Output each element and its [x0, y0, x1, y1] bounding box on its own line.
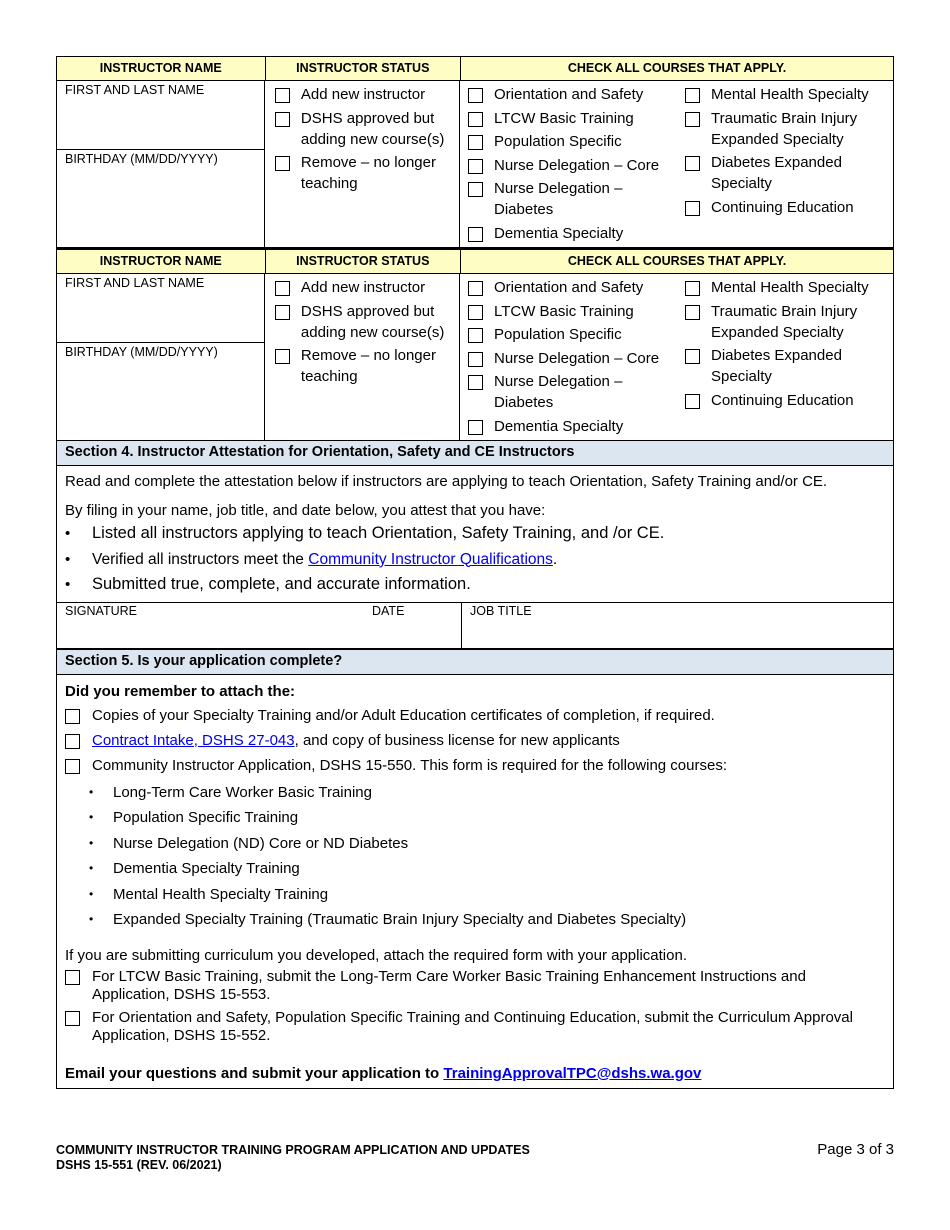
signature-label: SIGNATURE — [65, 603, 137, 618]
email-link[interactable]: TrainingApprovalTPC@dshs.wa.gov — [443, 1064, 702, 1082]
page-number: Page 3 of 3 — [817, 1141, 894, 1158]
email-line: Email your questions and submit your application to TrainingApprovalTPC@dshs.wa.gov — [65, 1064, 702, 1082]
course-option: Traumatic Brain Injury Expanded Specialty — [685, 301, 885, 343]
checkbox[interactable] — [468, 420, 483, 435]
section-5 — [56, 649, 894, 1089]
checkbox[interactable] — [275, 156, 290, 171]
course-option: Population Specific — [468, 324, 685, 345]
instructor-status-header: INSTRUCTOR STATUS — [266, 250, 462, 273]
checkbox[interactable] — [65, 734, 80, 749]
name-field[interactable] — [57, 274, 265, 440]
course-option: Nurse Delegation – Diabetes — [468, 178, 685, 220]
course-option: Orientation and Safety — [468, 84, 685, 105]
bullet-icon: • — [65, 550, 71, 568]
checkbox[interactable] — [685, 156, 700, 171]
bullet-item: • Verified all instructors meet the Community Instructor Qualifications. — [65, 547, 885, 573]
instructor-header — [57, 57, 893, 81]
instructor-block — [56, 56, 894, 248]
bullet-icon: • — [89, 912, 94, 926]
instructor-header — [57, 250, 893, 274]
status-remove: Remove – no longer teaching — [275, 152, 449, 194]
course-bullet: • Long-Term Care Worker Basic Training — [65, 780, 885, 806]
status-adding-course: DSHS approved but adding new course(s) — [275, 301, 449, 343]
course-bullet: • Dementia Specialty Training — [65, 856, 885, 882]
form-title: COMMUNITY INSTRUCTOR TRAINING PROGRAM APPLICATION AND UPDATES — [56, 1143, 530, 1157]
status-add-new: Add new instructor — [275, 84, 449, 105]
checkbox[interactable] — [65, 1011, 80, 1026]
form — [56, 56, 894, 1089]
checkbox[interactable] — [468, 328, 483, 343]
name-field[interactable] — [57, 81, 265, 247]
checkbox[interactable] — [275, 112, 290, 127]
course-option: Continuing Education — [685, 390, 885, 411]
bullet-icon: • — [89, 886, 94, 901]
checkbox[interactable] — [685, 201, 700, 216]
checkbox[interactable] — [468, 375, 483, 390]
checkbox[interactable] — [468, 281, 483, 296]
attach-item: Copies of your Specialty Training and/or Adult Education certificates of completion, if required. — [65, 703, 885, 728]
course-option: Nurse Delegation – Core — [468, 155, 685, 176]
course-option: Population Specific — [468, 131, 685, 152]
course-option: Mental Health Specialty — [685, 277, 885, 298]
course-option: LTCW Basic Training — [468, 301, 685, 322]
course-option: Orientation and Safety — [468, 277, 685, 298]
checkbox[interactable] — [468, 305, 483, 320]
instructor-name-header: INSTRUCTOR NAME — [57, 57, 266, 80]
status-remove: Remove – no longer teaching — [275, 345, 449, 387]
name-label: FIRST AND LAST NAME — [65, 83, 205, 97]
form-number: DSHS 15-551 (REV. 06/2021) — [56, 1158, 222, 1172]
course-options — [460, 81, 893, 247]
instructor-block — [56, 248, 894, 441]
checkbox[interactable] — [468, 112, 483, 127]
courses-header: CHECK ALL COURSES THAT APPLY. — [567, 61, 787, 75]
course-option: Diabetes Expanded Specialty — [685, 152, 885, 194]
course-option: Nurse Delegation – Diabetes — [468, 371, 685, 413]
birthday-field[interactable]: BIRTHDAY (MM/DD/YYYY) — [57, 342, 264, 361]
checkbox[interactable] — [468, 88, 483, 103]
checkbox[interactable] — [685, 394, 700, 409]
status-adding-course: DSHS approved but adding new course(s) — [275, 108, 449, 150]
course-options — [460, 274, 893, 440]
checkbox[interactable] — [468, 182, 483, 197]
checkbox[interactable] — [685, 281, 700, 296]
qualifications-link[interactable]: Community Instructor Qualifications — [308, 550, 553, 568]
checkbox[interactable] — [468, 159, 483, 174]
section-5-title: Section 5. Is your application complete? — [57, 649, 893, 675]
bullet-icon: • — [89, 861, 94, 875]
instructor-status-header: INSTRUCTOR STATUS — [266, 57, 462, 80]
course-bullet: • Population Specific Training — [65, 805, 885, 831]
section-4-lead: By filing in your name, job title, and date below, you attest that you have: — [65, 502, 546, 519]
bullet-icon: • — [89, 784, 94, 799]
checkbox[interactable] — [275, 281, 290, 296]
footer — [56, 1143, 530, 1173]
checkbox[interactable] — [468, 227, 483, 242]
contract-intake-link[interactable]: Contract Intake, DSHS 27-043 — [92, 731, 295, 749]
checkbox[interactable] — [65, 759, 80, 774]
course-bullet: • Expanded Specialty Training (Traumatic Brain Injury Specialty and Diabetes Specialty) — [65, 907, 885, 933]
course-option: Traumatic Brain Injury Expanded Specialty — [685, 108, 885, 150]
curriculum-item: For LTCW Basic Training, submit the Long-Term Care Worker Basic Training Enhancement Instructions and Application, DSHS 15-553. — [65, 968, 885, 1004]
section-4-title: Section 4. Instructor Attestation for Orientation, Safety and CE Instructors — [57, 441, 893, 466]
checkbox[interactable] — [685, 112, 700, 127]
name-label: FIRST AND LAST NAME — [65, 276, 205, 290]
checkbox[interactable] — [65, 709, 80, 724]
job-title-label: JOB TITLE — [470, 603, 532, 618]
checkbox[interactable] — [685, 305, 700, 320]
checkbox[interactable] — [468, 135, 483, 150]
course-option: LTCW Basic Training — [468, 108, 685, 129]
checkbox[interactable] — [275, 88, 290, 103]
course-option: Diabetes Expanded Specialty — [685, 345, 885, 387]
status-add-new: Add new instructor — [275, 277, 449, 298]
curriculum-item: For Orientation and Safety, Population Specific Training and Continuing Education, submit the Curriculum Approval Application, DSHS 15-552. — [65, 1009, 885, 1045]
section-5-lead: Did you remember to attach the: — [65, 682, 296, 700]
signature-field[interactable] — [57, 603, 462, 648]
job-title-field[interactable] — [462, 603, 540, 648]
birthday-field[interactable]: BIRTHDAY (MM/DD/YYYY) — [57, 149, 264, 168]
status-options — [265, 81, 460, 247]
checkbox[interactable] — [685, 88, 700, 103]
course-bullet: • Nurse Delegation (ND) Core or ND Diabetes — [65, 831, 885, 857]
bullet-icon: • — [89, 835, 94, 850]
course-bullet: • Mental Health Specialty Training — [65, 882, 885, 908]
bullet-item: • Submitted true, complete, and accurate information. — [65, 572, 885, 598]
course-option: Dementia Specialty — [468, 223, 685, 244]
checkbox[interactable] — [275, 305, 290, 320]
checkbox[interactable] — [65, 970, 80, 985]
attach-item: Community Instructor Application, DSHS 15-550. This form is required for the following courses: — [65, 753, 885, 778]
courses-header: CHECK ALL COURSES THAT APPLY. — [567, 254, 787, 268]
course-option: Dementia Specialty — [468, 416, 685, 437]
course-option: Continuing Education — [685, 197, 885, 218]
bullet-item: • Listed all instructors applying to teach Orientation, Safety Training, and /or CE. — [65, 521, 885, 547]
curriculum-lead: If you are submitting curriculum you developed, attach the required form with your application. — [65, 946, 687, 964]
bullet-icon: • — [89, 810, 94, 824]
checkbox[interactable] — [685, 349, 700, 364]
checkbox[interactable] — [468, 352, 483, 367]
section-4 — [56, 441, 894, 649]
checkbox[interactable] — [275, 349, 290, 364]
attach-item: Contract Intake, DSHS 27-043, and copy of business license for new applicants — [65, 728, 885, 753]
date-label: DATE — [372, 603, 405, 618]
status-options — [265, 274, 460, 440]
bullet-icon: • — [65, 576, 71, 593]
bullet-icon: • — [65, 525, 71, 542]
instructor-name-header: INSTRUCTOR NAME — [57, 250, 266, 273]
course-option: Mental Health Specialty — [685, 84, 885, 105]
course-option: Nurse Delegation – Core — [468, 348, 685, 369]
section-4-intro: Read and complete the attestation below if instructors are applying to teach Orientation, Safety Training and/or CE. — [65, 473, 828, 490]
